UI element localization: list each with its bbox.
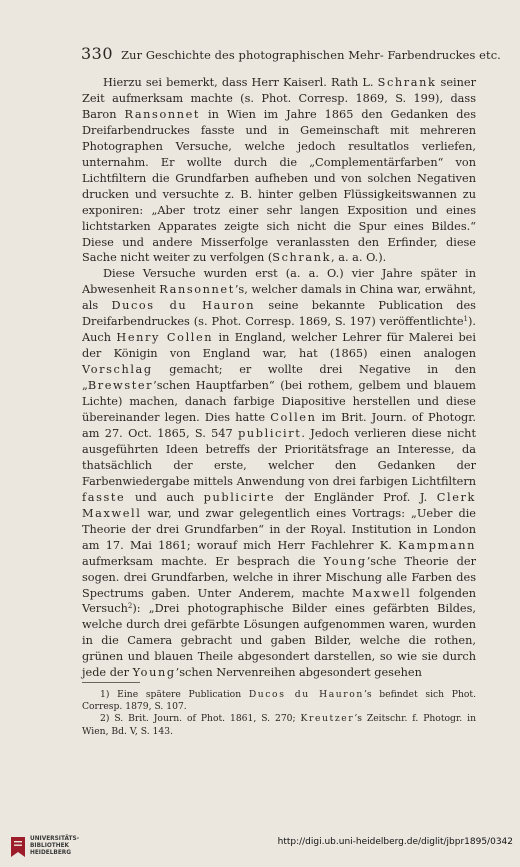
- spaced-name: Henry Collen: [116, 331, 214, 345]
- text-run: 2) S. Brit. Journ. of Phot. 1861, S. 270;: [100, 713, 301, 725]
- footnotes: [82, 689, 476, 738]
- paragraph: [82, 266, 476, 681]
- text-run: ’s befindet sich Phot. Corresp. 1879, S. 107.: [82, 689, 477, 713]
- library-name-line: UNIVERSITÄTS-: [30, 836, 80, 842]
- spaced-name: Clerk Maxwell: [82, 490, 476, 520]
- spaced-name: Collen: [270, 411, 317, 425]
- text-run: und auch: [125, 490, 204, 504]
- paragraph: [82, 75, 476, 266]
- spaced-name: Young: [323, 554, 367, 568]
- text-run: ’schen Hauptfarben“ (bei rothem, gelbem und blauem Lichte) machen, danach farbige Diapositive herstellen und diese übereinander legen. Dies hatte: [82, 379, 476, 425]
- page-number: 330: [81, 44, 114, 63]
- footnote-rule: [82, 682, 140, 683]
- library-name-line: BIBLIOTHEK: [30, 843, 70, 849]
- spaced-name: Kampmann: [398, 538, 476, 552]
- running-header: [81, 44, 501, 64]
- text-run: . Jedoch verlieren diese nicht ausgeführten Ideen betreffs der Prioritätsfrage an Interesse, da thatsächlich der erste, welcher den Gedanken der Farbenwiedergabe mittels Anwendung von drei farbigen Lichtfiltern: [82, 426, 476, 488]
- text-run: folgenden Versuch: [82, 586, 476, 616]
- spaced-name: Schrank: [377, 76, 437, 89]
- spaced-name: Young: [132, 666, 176, 680]
- text-run: der Engländer Prof. J.: [275, 490, 437, 504]
- text-run: 1) Eine spätere Publication: [100, 689, 249, 700]
- text-run: aufmerksam machte. Er besprach die: [82, 554, 324, 568]
- spaced-name: Brewster: [87, 379, 154, 393]
- spaced-name: Ducos du Hauron: [111, 299, 256, 313]
- spaced-name: Ransonnet: [124, 107, 201, 121]
- spaced-name: Ransonnet: [159, 283, 235, 297]
- text-run: Hierzu sei bemerkt, dass Herr Kaiserl. Rath L.: [103, 76, 378, 89]
- spaced-name: Maxwell: [351, 586, 412, 600]
- footnote-ref: 2: [127, 602, 133, 611]
- text-run: gemacht; er wollte drei Negative in den „: [82, 363, 476, 393]
- text-run: seiner Zeit aufmerksam machte (s. Phot. Corresp. 1869, S. 199), dass Baron: [82, 76, 476, 121]
- spaced-name: publicirt: [238, 426, 302, 440]
- text-run: , a. a. O.).: [331, 251, 387, 265]
- text-run: ’schen Nervenreihen abgesondert gesehen: [175, 666, 422, 680]
- running-title: Zur Geschichte des photographischen Mehr- Farbendruckes etc.: [121, 48, 501, 62]
- spaced-name: publicirte: [203, 490, 276, 504]
- text-run: seine bekannte Publication des Dreifarbendruckes (s. Phot. Corresp. 1869, S. 197) veröffentlichte: [82, 299, 476, 329]
- spaced-name: Ducos du Hauron: [248, 689, 364, 700]
- footnote: [82, 689, 476, 713]
- text-run: ’s, welcher damals in China war, erwähnt, als: [82, 283, 476, 313]
- library-name-line: HEIDELBERG: [30, 850, 72, 856]
- text-run: in England, welcher Lehrer für Malerei bei der Königin von England war, hat (1865) einen analogen: [82, 331, 476, 361]
- source-url[interactable]: http://digi.ub.uni-heidelberg.de/diglit/jbpr1895/0342: [277, 837, 513, 847]
- text-run: war, und zwar gelegentlich eines Vortrags: „Ueber die Theorie der drei Grundfarben“ in der Royal. Institution in London am 17. Mai 1861; worauf mich Herr Fachlehrer K.: [82, 506, 476, 552]
- library-name: [30, 836, 79, 857]
- spaced-name: Vorschlag: [82, 363, 153, 377]
- footnote: [82, 713, 476, 737]
- spaced-name: Kreutzer: [300, 713, 355, 725]
- footnote-ref: 1: [463, 315, 468, 324]
- spaced-name: fasste: [82, 490, 126, 504]
- spaced-name: Schrank: [272, 251, 332, 265]
- text-run: Diese Versuche wurden erst (a. a. O.) vier Jahre später in Abwesenheit: [82, 267, 476, 297]
- text-run: ): „Drei photographische Bilder eines gefärbten Bildes, welche durch drei gefärbte Lösungen aufgenommen waren, wurden in die Camera gebracht und gaben Bilder, welche die rothen, grünen und blauen Theile abgesondert darstellen, so wie sie durch jede der: [82, 602, 476, 680]
- text-run: ’s Zeitschr. f. Photogr. in Wien, Bd. V, S. 143.: [82, 713, 476, 737]
- text-run: ). Auch: [82, 315, 476, 345]
- text-run: im Brit. Journ. of Photogr. am 27. Oct. 1865, S. 547: [82, 411, 476, 440]
- text-run: in Wien im Jahre 1865 den Gedanken des Dreifarbendruckes fasste und in Gemeinschaft mit mehreren Photographen Versuche, welche jedoch resultatlos verliefen, unternahm. Er wollte durch die „Complementärfarben“ von Lichtfiltern die Grundfarben aufheben und von solchen Negativen drucken und versuchte z. B. hinter gelben Flüssigkeitswannen zu exponiren: „Aber trotz einer sehr langen Exposition und eines lichtstarken Apparates zeigte sich nicht die Spur eines Bildes.“ Diese und andere Misserfolge veranlassten den Erfinder, diese Sache nicht weiter zu verfolgen (: [82, 107, 476, 265]
- text-run: ’sche Theorie der sogen. drei Grundfarben, welche in ihrer Mischung alle Farben des Spectrums gaben. Unter Anderem, machte: [82, 554, 477, 600]
- body-text: [82, 75, 476, 681]
